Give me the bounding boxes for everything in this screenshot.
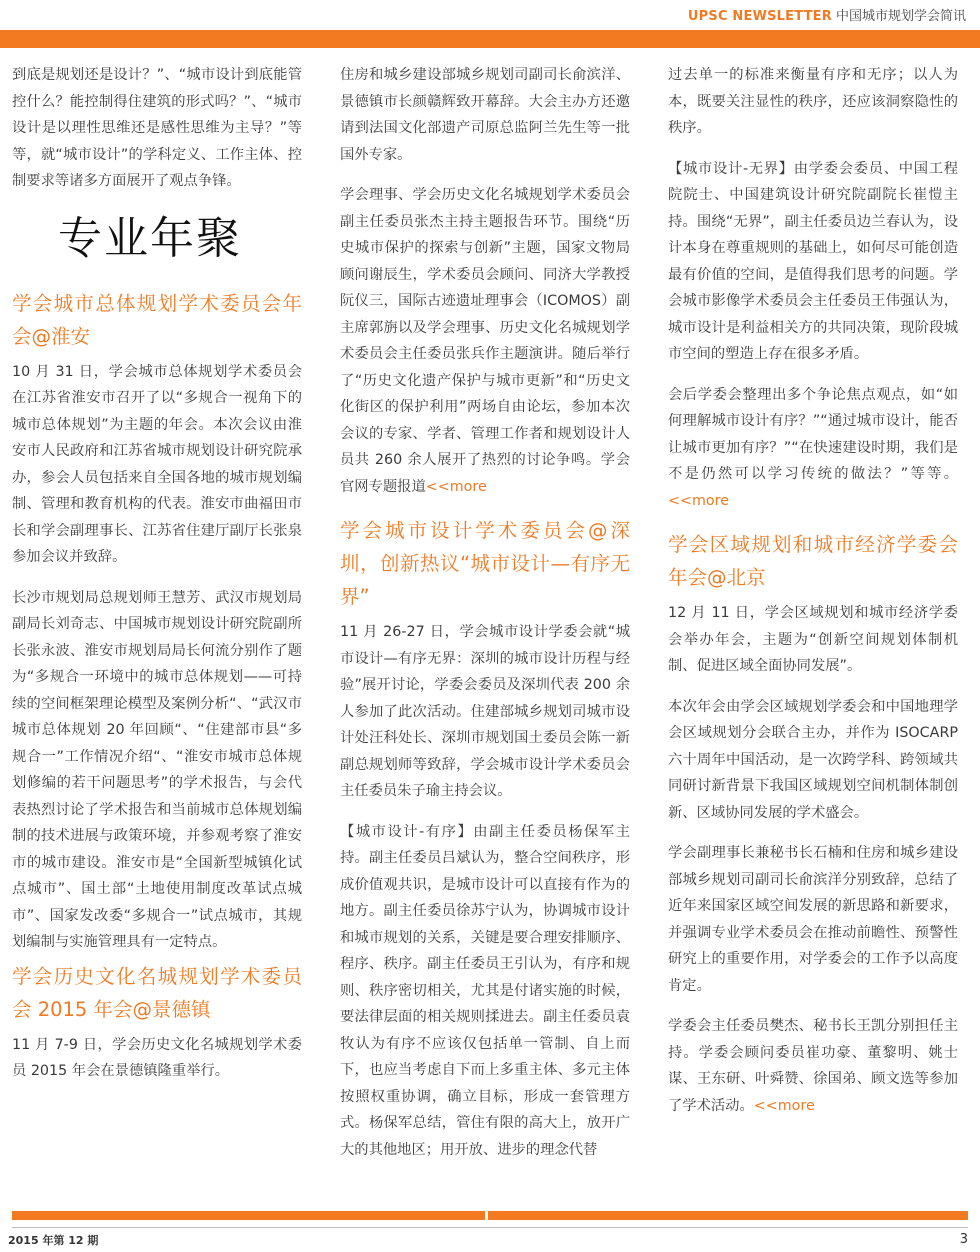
- article-paragraph: 12 月 11 日，学会区域规划和城市经济学委会举办年会，主题为“创新空间规划体制机制、促进区域全面协同发展”。: [668, 605, 958, 674]
- issue-label: 2015 年第 12 期: [8, 1234, 99, 1247]
- intro-paragraph: 到底是规划还是设计？”、“城市设计到底能管控什么？能控制得住建筑的形式吗？”、“城市设计是以理性思维还是感性思维为主导？”等等，就“城市设计”的学科定义、工作主体、控制要求等诸多方面展开了观点争锋。: [12, 67, 302, 189]
- article-text: 会后学委会整理出多个争论焦点观点，如“如何理解城市设计有序？”“通过城市设计，能否让城市更加有序？”“在快速建设时期，我们是不是仍然可以学习传统的做法？”等等。: [668, 386, 958, 482]
- column-left: [12, 62, 302, 1099]
- page-number: 3: [959, 1232, 968, 1247]
- newsletter-brand: [688, 5, 966, 24]
- more-link-jingdezhen[interactable]: <<more: [425, 478, 487, 495]
- article-heading-shenzhen: 学会城市设计学术委员会@深圳，创新热议“城市设计—有序无界”: [340, 519, 630, 608]
- more-link-beijing[interactable]: <<more: [753, 1097, 815, 1114]
- article-text: 学会理事、学会历史文化名城规划学术委员会副主任委员张杰主持主题报告环节。围绕“历史城市保护的探索与创新”主题，国家文物局顾问谢辰生，学术委员会顾问、同济大学教授阮仪三，国际古迹遗址理事会（ICOMOS）副主席郭旃以及学会理事、历史文化名城规划学术委员会主任委员张兵作主题演讲。随后举行了“历史文化遗产保护与城市更新”和“历史文化街区的保护利用”两场自由论坛，参加本次会议的专家、学者、管理工作者和规划设计人员共 260 余人展开了热烈的讨论争鸣。学会官网专题报道: [340, 187, 630, 495]
- article-paragraph: 【城市设计-有序】由副主任委员杨保军主持。副主任委员吕斌认为，整合空间秩序，形成价值观共识，是城市设计可以直接有作为的地方。副主任委员徐苏宁认为，协调城市设计和城市规划的关系，关键是要合理安排顺序、程序、秩序。副主任委员王引认为，有序和规则、秩序密切相关，尤其是付诸实施的时候，要法律层面的相关规则揉进去。副主任委员袁牧认为有序不应该仅包括单一管制、自上而下，也应当考虑自下而上多重主体、多元主体按照权重协调，确立目标，形成一套管理方式。杨保军总结，管住有限的高大上，放开广大的其他地区；用开放、进步的理念代替: [340, 823, 630, 1158]
- section-title: 专业年聚: [58, 212, 242, 264]
- article-paragraph: 长沙市规划局总规划师王慧芳、武汉市规划局副局长刘奇志、中国城市规划设计研究院副所长张永波、淮安市规划局局长何流分别作了题为“多规合一环境中的城市总体规划——可持续的空间框架理论模型及案例分析“、“武汉市城市总体规划 20 年回顾“、“住建部市县“多规合一”工作情况介绍“、“淮安市城市总体规划修编的若干问题思考”的学术报告，与会代表热烈讨论了学术报告和当前城市总体规划编制的技术进展与政策环境，并参观考察了淮安市的城市建设。淮安市是“全国新型城镇化试点城市”、国土部“土地使用制度改革试点城市”、国家发改委“多规合一”试点城市，其规划编制与实施管理具有一定特点。: [12, 589, 302, 950]
- article-paragraph: [340, 182, 630, 500]
- footer-accent-bar: [12, 1211, 968, 1220]
- brand-chinese: 中国城市规划学会简讯: [835, 9, 966, 24]
- article-paragraph: 【城市设计-无界】由学委会委员、中国工程院院士、中国建筑设计研究院副院长崔愷主持。围绕“无界”，副主任委员边兰春认为，设计本身在尊重规则的基础上，如何尽可能创造最有价值的空间，是值得我们思考的问题。学会城市影像学术委员会主任委员王伟强认为，城市设计是利益相关方的共同决策，现阶段城市空间的塑造上存在很多矛盾。: [668, 160, 958, 362]
- column-middle: [340, 62, 630, 1177]
- more-link-shenzhen[interactable]: <<more: [668, 492, 729, 509]
- article-heading-jingdezhen: 学会历史文化名城规划学术委员会 2015 年会@景德镇: [12, 964, 302, 1021]
- column-right: [668, 62, 958, 1133]
- masthead: [0, 0, 980, 30]
- footer-bar-divider: [485, 1211, 488, 1220]
- article-paragraph: 11 月 26-27 日，学会城市设计学委会就“城市设计—有序无界：深圳的城市设计历程与经验”展开讨论，学委会委员及深圳代表 200 余人参加了此次活动。住建部城乡规划司城市设计处汪科处长、深圳市规划国土委员会陈一新副总规划师等致辞，学会城市设计学术委员会主任委员朱子瑜主持会议。: [340, 624, 630, 799]
- article-paragraph: 住房和城乡建设部城乡规划司副司长俞滨洋、景德镇市长颜赣辉致开幕辞。大会主办方还邀请到法国文化部遗产司原总监阿兰先生等一批国外专家。: [340, 67, 630, 163]
- header-accent-bar: [0, 30, 980, 48]
- article-paragraph: [668, 1013, 958, 1119]
- article-heading-huaian: 学会城市总体规划学术委员会年会@淮安: [12, 291, 302, 348]
- article-paragraph: 10 月 31 日，学会城市总体规划学术委员会在江苏省淮安市召开了以“多规合一视角下的城市总体规划”为主题的年会。本次会议由淮安市人民政府和江苏省城市规划设计研究院承办，参会人员包括来自全国各地的城市规划编制、管理和教育机构的代表。淮安市曲福田市长和学会副理事长、江苏省住建厅副厅长张泉参加会议并致辞。: [12, 363, 302, 565]
- article-text: 学委会主任委员樊杰、秘书长王凯分别担任主持。学委会顾问委员崔功豪、董黎明、姚士谋、王东研、叶舜赞、徐国弟、顾文选等参加了学术活动。: [668, 1018, 958, 1114]
- article-paragraph: 本次年会由学会区域规划学委会和中国地理学会区域规划分会联合主办，并作为 ISOCARP 六十周年中国活动，是一次跨学科、跨领域共同研讨新背景下我国区域规划空间机制体制创新、区域协同发展的学术盛会。: [668, 698, 958, 821]
- footer-rule: [12, 1227, 968, 1228]
- article-paragraph: 学会副理事长兼秘书长石楠和住房和城乡建设部城乡规划司副司长俞滨洋分别致辞，总结了近年来国家区域空间发展的新思路和新要求，并强调专业学术委员会在推动前瞻性、预警性研究上的重要作用，对学委会的工作予以高度肯定。: [668, 845, 958, 994]
- brand-english: UPSC NEWSLETTER: [687, 9, 832, 24]
- article-paragraph: 过去单一的标准来衡量有序和无序；以人为本，既要关注显性的秩序，还应该洞察隐性的秩序。: [668, 67, 958, 136]
- article-heading-beijing: 学会区域规划和城市经济学委会年会@北京: [668, 533, 958, 589]
- article-paragraph: [668, 382, 958, 515]
- article-paragraph: 11 月 7-9 日，学会历史文化名城规划学术委员 2015 年会在景德镇隆重举行。: [12, 1036, 302, 1079]
